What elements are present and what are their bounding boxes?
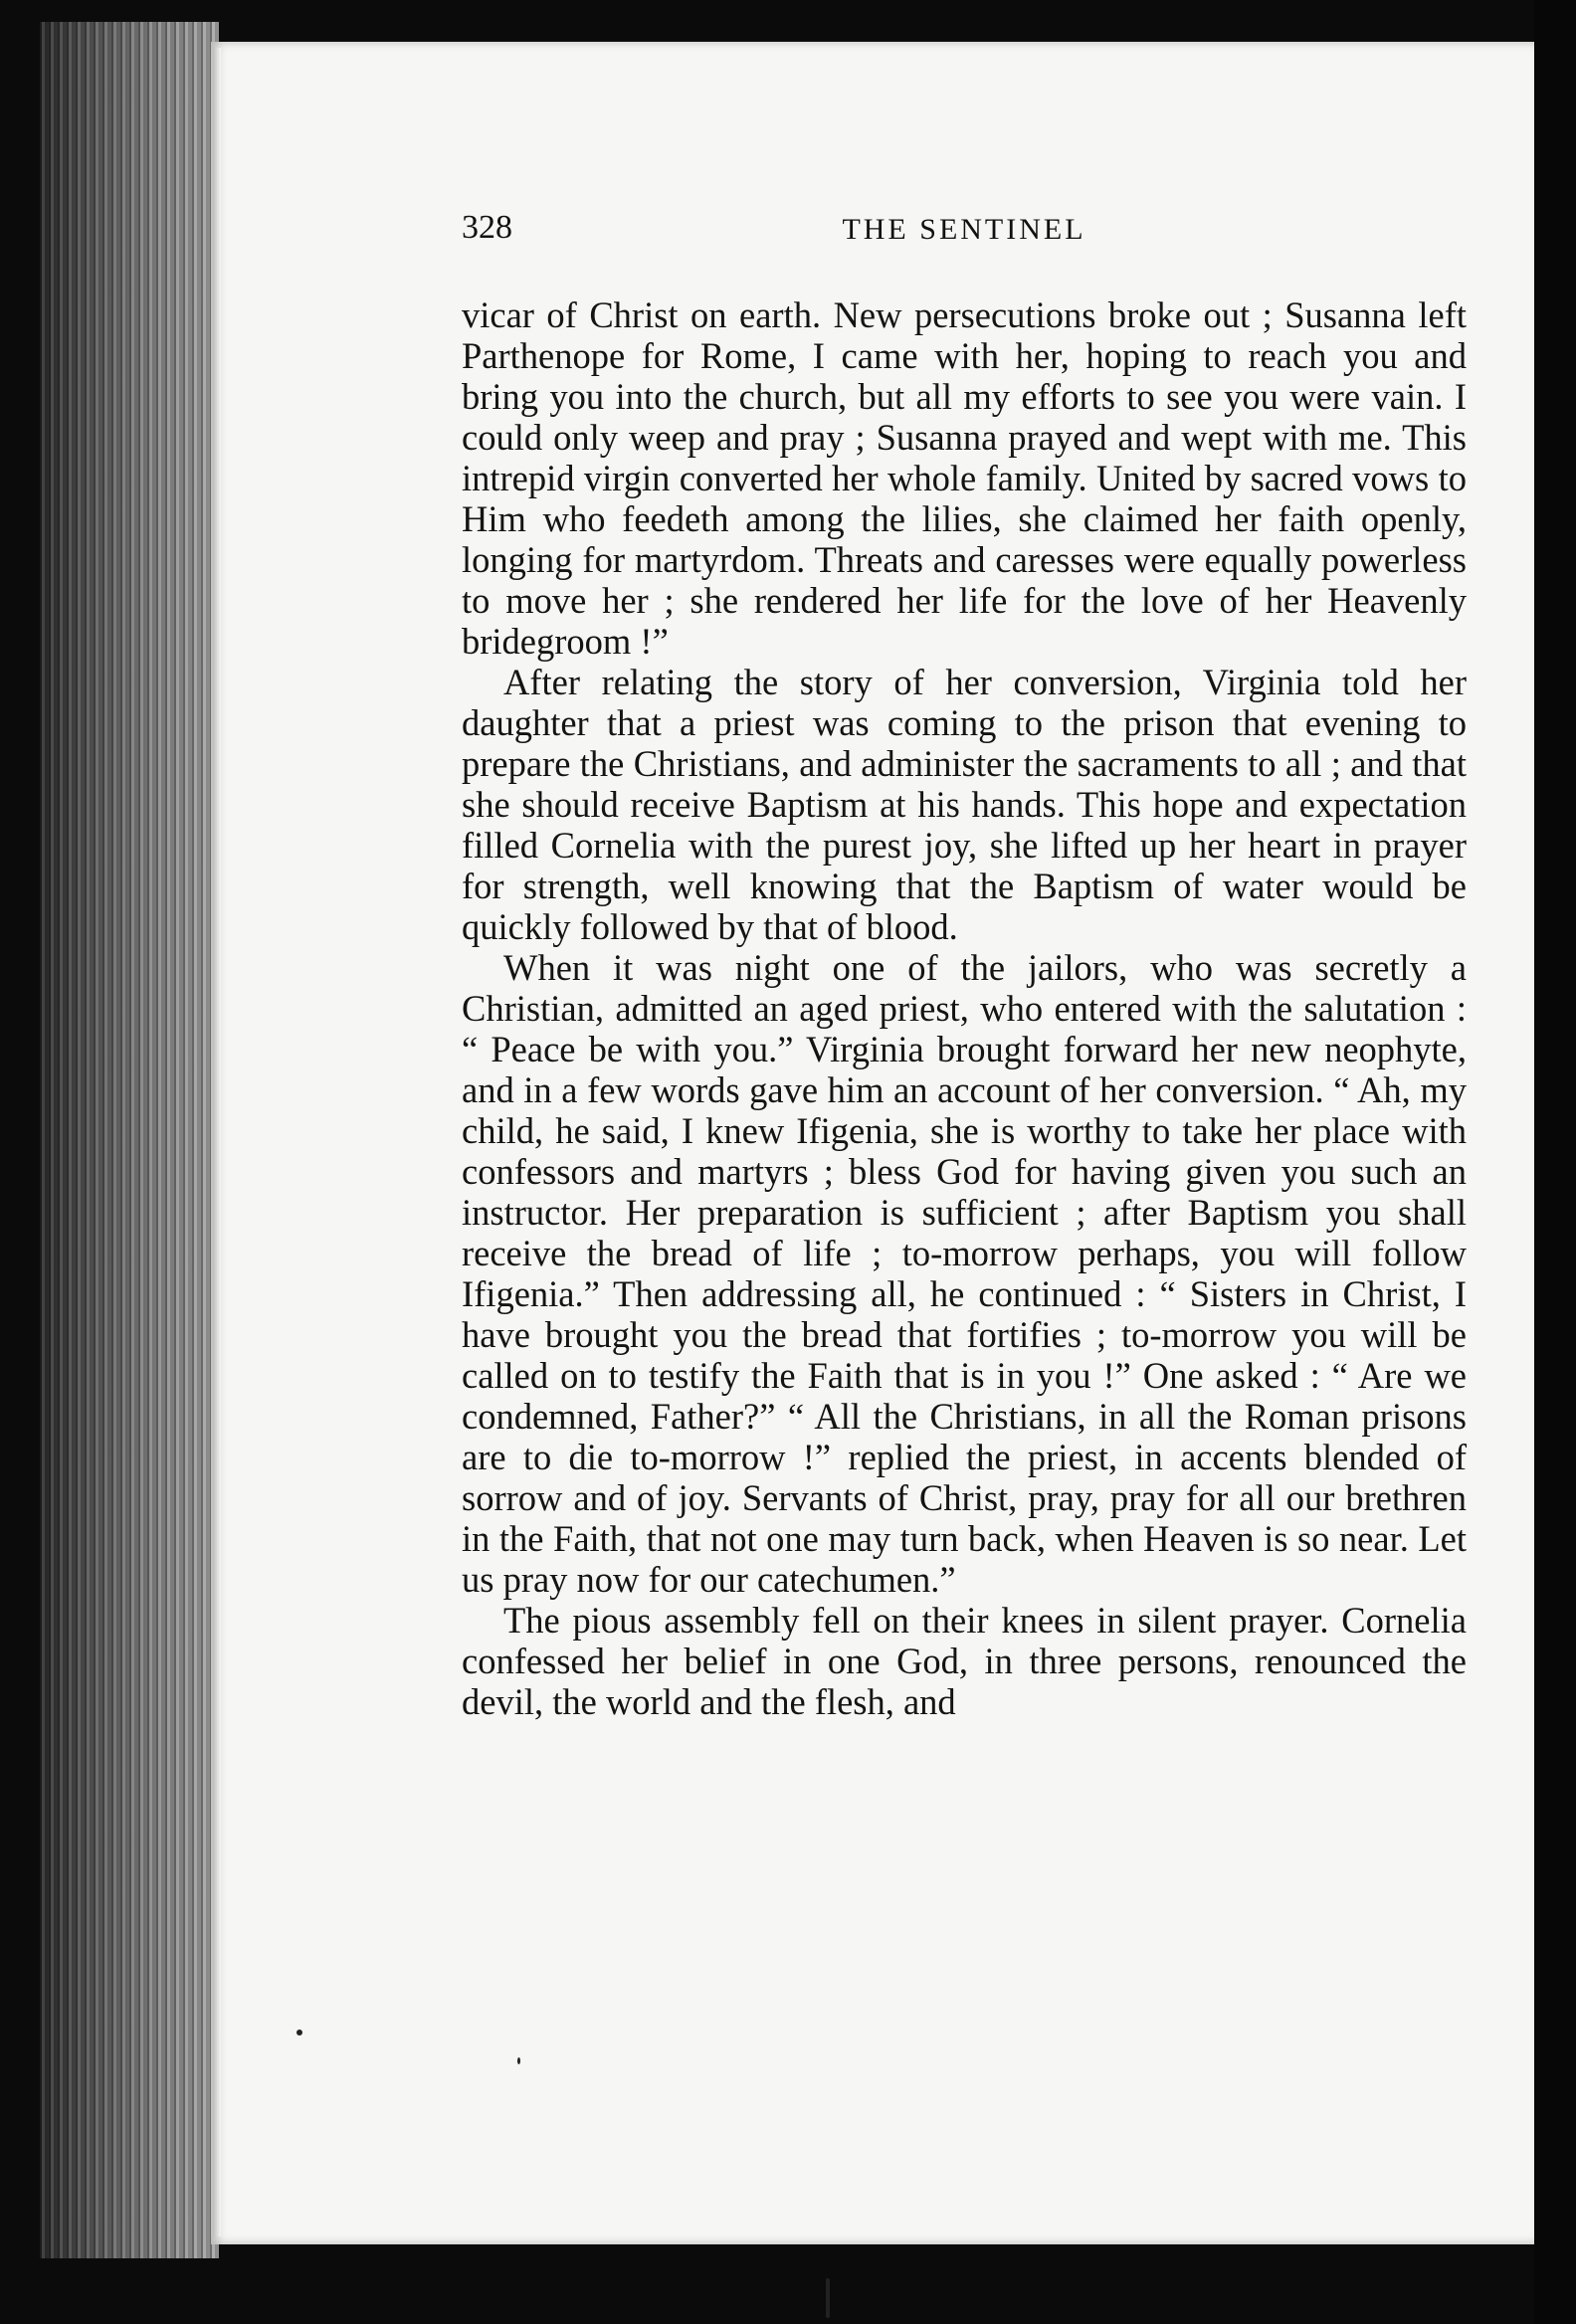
page-gutter-shadow <box>213 48 221 2236</box>
paragraph: When it was night one of the jailors, who was secretly a Christian, admitted an aged priest, who entered with the salutation : “ Peace be with you.” Virginia brought forward her new neophyte, and in a few words gave him an account of her conversion. “ Ah, my child, he said, I knew Ifigenia, she is worthy to take her place with confessors and martyrs ; bless God for having given you such an instructor. Her preparation is sufficient ; after Baptism you shall receive the bread of life ; to-morrow perhaps, you will follow Ifigenia.” Then addressing all, he continued : “ Sisters in Christ, I have brought you the bread that fortifies ; to-morrow you will be called on to testify the Faith that is in you !” One asked : “ Are we condemned, Father?” “ All the Christians, in all the Roman prisons are to die to-morrow !” replied the priest, in accents blended of sorrow and of joy. Servants of Christ, pray, pray for all our brethren in the Faith, that not one may turn back, when Heaven is so near. Let us pray now for our catechumen.” <box>462 947 1467 1600</box>
paragraph: The pious assembly fell on their knees in silent prayer. Cornelia confessed her belief in one God, in three persons, renounced the devil, the world and the flesh, and <box>462 1600 1467 1722</box>
scan-speck <box>517 2057 520 2064</box>
page-number: 328 <box>462 209 512 246</box>
running-head: THE SENTINEL <box>842 213 1086 246</box>
body-text <box>462 294 1467 1722</box>
scan-speck <box>826 2278 830 2318</box>
paragraph: After relating the story of her conversion, Virginia told her daughter that a priest was coming to the prison that evening to prepare the Christians, and administer the sacraments to all ; and that she should receive Baptism at his hands. This hope and expectation filled Cornelia with the purest joy, she lifted up her heart in prayer for strength, well knowing that the Baptism of water would be quickly followed by that of blood. <box>462 662 1467 947</box>
scan-background-right <box>1534 0 1576 2324</box>
scan-speck <box>296 2030 302 2035</box>
page-header <box>462 209 1467 259</box>
paragraph-continuation: vicar of Christ on earth. New persecutions broke out ; Susanna left Parthenope for Rome, I came with her, hoping to reach you and bring you into the church, but all my efforts to see you were vain. I could only weep and pray ; Susanna prayed and wept with me. This intrepid virgin converted her whole family. United by sacred vows to Him who feedeth among the lilies, she claimed her faith openly, longing for martyrdom. Threats and caresses were equally powerless to move her ; she rendered her life for the love of her Heavenly bridegroom !” <box>462 294 1467 662</box>
book-page-edges <box>40 22 219 2258</box>
